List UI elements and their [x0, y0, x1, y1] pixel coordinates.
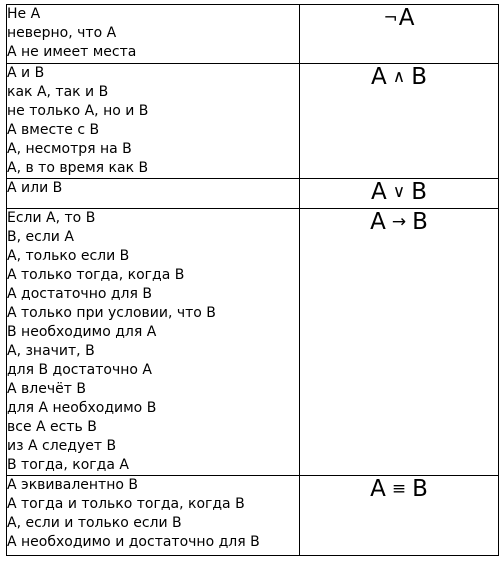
- negation-symbol: ¬: [383, 8, 398, 28]
- phrase: для А необходимо В: [7, 400, 157, 416]
- phrase: В тогда, когда А: [7, 457, 129, 473]
- phrases-cell: [7, 5, 300, 64]
- phrase: неверно, что А: [7, 25, 117, 41]
- formula-cell: [300, 209, 499, 476]
- phrase: А только тогда, когда В: [7, 267, 185, 283]
- phrase: А и В: [7, 65, 45, 81]
- phrase: А тогда и только тогда, когда В: [7, 496, 245, 512]
- formula-right-operand: В: [412, 209, 428, 235]
- implication-arrow-symbol: →: [391, 212, 407, 232]
- table-row-equivalence: [7, 476, 499, 556]
- phrase: как А, так и В: [7, 84, 109, 100]
- phrase: А, если и только если В: [7, 515, 182, 531]
- phrase: А или В: [7, 180, 63, 196]
- formula-equivalence: [370, 476, 428, 502]
- phrase: А влечёт В: [7, 381, 86, 397]
- table-row-disjunction: [7, 179, 499, 209]
- phrase: А только при условии, что В: [7, 305, 216, 321]
- phrase: А, несмотря на В: [7, 141, 132, 157]
- formula-right-operand: В: [411, 64, 427, 90]
- phrases-cell: [7, 64, 300, 179]
- equivalence-symbol: ≡: [391, 479, 407, 499]
- disjunction-symbol: ∨: [392, 182, 406, 202]
- phrase: все А есть В: [7, 419, 97, 435]
- formula-cell: [300, 179, 499, 209]
- phrase: А, в то время как В: [7, 160, 149, 176]
- phrase: В необходимо для А: [7, 324, 157, 340]
- phrase: А эквивалентно В: [7, 477, 138, 493]
- phrases-cell: [7, 209, 300, 476]
- phrase: не только А, но и В: [7, 103, 149, 119]
- formula-cell: [300, 476, 499, 556]
- formula-cell: [300, 5, 499, 64]
- phrase: В, если А: [7, 229, 74, 245]
- phrase: А, только если В: [7, 248, 130, 264]
- formula-right-operand: В: [412, 476, 428, 502]
- formula-cell: [300, 64, 499, 179]
- table-row-implication: [7, 209, 499, 476]
- logic-connectives-table: [6, 4, 499, 556]
- phrases-cell: [7, 179, 300, 209]
- formula-disjunction: [371, 179, 427, 205]
- table-row-conjunction: [7, 64, 499, 179]
- formula-operand: А: [398, 5, 415, 31]
- phrase: А необходимо и достаточно для В: [7, 534, 260, 550]
- phrases-cell: [7, 476, 300, 556]
- phrase: А, значит, В: [7, 343, 95, 359]
- table-row-negation: [7, 5, 499, 64]
- formula-conjunction: [371, 64, 427, 90]
- formula-left-operand: А: [371, 64, 387, 90]
- phrase: Если А, то В: [7, 210, 96, 226]
- phrase: А достаточно для В: [7, 286, 152, 302]
- phrase: А не имеет места: [7, 44, 137, 60]
- formula-negation: [384, 5, 415, 31]
- phrase: Не А: [7, 6, 41, 22]
- formula-left-operand: А: [371, 179, 387, 205]
- phrase: А вместе с В: [7, 122, 100, 138]
- phrase: из А следует В: [7, 438, 117, 454]
- formula-right-operand: В: [411, 179, 427, 205]
- phrase: для В достаточно А: [7, 362, 152, 378]
- formula-left-operand: А: [370, 476, 386, 502]
- formula-left-operand: А: [370, 209, 386, 235]
- conjunction-symbol: ∧: [392, 67, 406, 87]
- formula-implication: [370, 209, 428, 235]
